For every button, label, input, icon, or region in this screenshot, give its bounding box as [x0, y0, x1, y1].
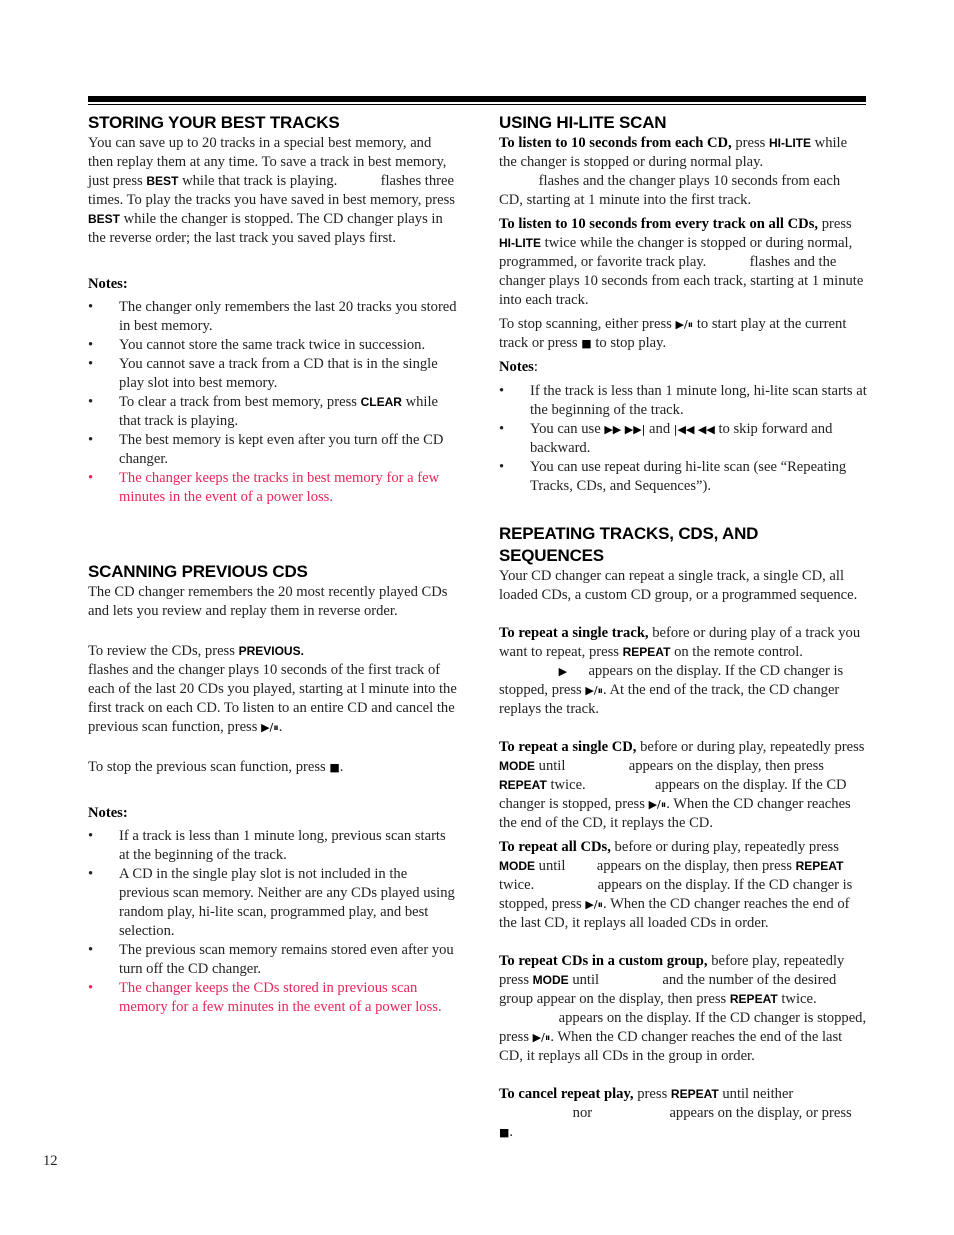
- repeat-cancel: To cancel repeat play, press REPEAT until neither nor appears on the display, or press ■.: [499, 1086, 852, 1140]
- hilite-every-track: To listen to 10 seconds from every track on all CDs, press HI-LITE twice while the changer is stopped or during normal, programmed, or favorite track play. flashes and the changer plays 10 seconds from each track, starting at 1 minute into each track.: [499, 216, 864, 308]
- previous-cds-section: [88, 561, 458, 1017]
- list-item: • The best memory is kept even after you turn off the CD changer.: [88, 431, 458, 469]
- play-icon: ▶: [558, 665, 568, 678]
- hilite-each-cd: To listen to 10 seconds from each CD, press HI-LITE while the changer is stopped or during normal play. flashes and the changer plays 10 seconds from each CD, starting at 1 minute into the first track.: [499, 135, 848, 208]
- repeat-heading: REPEATING TRACKS, CDS, AND SEQUENCES: [499, 524, 759, 565]
- best-tracks-body: You can save up to 20 tracks in a special best memory, and then replay them at any time. To save a track in best memory, just press BEST while that track is playing. flashes three times. To play the tracks you have saved in best memory, press BEST while the changer is stopped. The CD changer plays in the reverse order; the last track you saved plays first.: [88, 135, 455, 246]
- previous-cds-heading: SCANNING PREVIOUS CDS: [88, 562, 308, 581]
- list-item: • You cannot store the same track twice in succession.: [88, 336, 458, 355]
- repeat-track: To repeat a single track, before or during play of a track you want to repeat, press REPEAT on the remote control. ▶ appears on the display. If the CD changer is stopped, press ▶/⏸. At the end of the track, the CD changer replays the track.: [499, 625, 861, 717]
- play-pause-icon: ▶/⏸: [648, 798, 667, 811]
- hilite-section: [499, 112, 867, 496]
- hilite-key: HI-LITE: [499, 236, 541, 250]
- repeat-all: To repeat all CDs, before or during play, repeatedly press MODE until appears on the display, then press REPEAT twice. appears on the display. If the CD changer is stopped, press ▶/⏸. When the CD changer reaches the end of the last CD, it replays all loaded CDs in order.: [499, 839, 853, 931]
- list-item: • A CD in the single play slot is not included in the previous scan memory. Neither are any CDs played using random play, hi-lite scan, programmed play, and best selection.: [88, 865, 458, 941]
- play-pause-icon: ▶/⏸: [675, 318, 694, 331]
- previous-key: PREVIOUS.: [238, 644, 304, 658]
- stop-icon: ■: [329, 761, 340, 774]
- play-pause-icon: ▶/⏸: [585, 684, 604, 697]
- list-item-highlight: • The changer keeps the CDs stored in previous scan memory for a few minutes in the event of a power loss.: [88, 979, 458, 1017]
- stop-icon: ■: [499, 1126, 510, 1139]
- list-item: • The previous scan memory remains stored even after you turn off the CD changer.: [88, 941, 458, 979]
- left-column: [88, 112, 458, 1017]
- hilite-stop: To stop scanning, either press ▶/⏸ to start play at the current track or press ■ to stop play.: [499, 316, 847, 351]
- repeat-group: To repeat CDs in a custom group, before play, repeatedly press MODE until and the number of the desired group appear on the display, then press REPEAT twice. appears on the display. If the CD changer is stopped, press ▶/⏸. When the CD changer reaches the end of the last CD, it replays all CDs in the group in order.: [499, 953, 867, 1064]
- clear-key: CLEAR: [360, 395, 402, 409]
- list-item: • The changer only remembers the last 20 tracks you stored in best memory.: [88, 298, 458, 336]
- top-rule-thick: [88, 96, 866, 102]
- forward-skip-icon: ▶▶ ▶▶|: [604, 423, 646, 436]
- list-item: • If the track is less than 1 minute long, hi-lite scan starts at the beginning of the track.: [499, 382, 867, 420]
- previous-notes-list: [88, 827, 458, 1017]
- best-key: BEST: [146, 174, 179, 188]
- list-item-highlight: • The changer keeps the tracks in best memory for a few minutes in the event of a power loss.: [88, 469, 458, 507]
- play-pause-icon: ▶/⏸: [261, 721, 279, 734]
- repeat-section: [499, 523, 867, 1142]
- best-key: BEST: [88, 212, 121, 226]
- repeat-key: REPEAT: [622, 645, 671, 659]
- list-item: • You can use ▶▶ ▶▶| and |◀◀ ◀◀ to skip forward and backward.: [499, 420, 867, 458]
- hilite-heading: USING HI-LITE SCAN: [499, 113, 667, 132]
- repeat-key: REPEAT: [729, 992, 778, 1006]
- mode-key: MODE: [499, 759, 535, 773]
- list-item: • You can use repeat during hi-lite scan (see “Repeating Tracks, CDs, and Sequences”).: [499, 458, 867, 496]
- play-pause-icon: ▶/⏸: [585, 898, 604, 911]
- list-item: • To clear a track from best memory, press CLEAR while that track is playing.: [88, 393, 458, 431]
- list-item: • If a track is less than 1 minute long, previous scan starts at the beginning of the track.: [88, 827, 458, 865]
- list-item: • You cannot save a track from a CD that is in the single play slot into best memory.: [88, 355, 458, 393]
- right-column: [499, 112, 867, 1142]
- previous-cds-review: To review the CDs, press PREVIOUS. flashes and the changer plays 10 seconds of the first track of each of the last 20 CDs you played, starting at l minute into the first track on each CD. To listen to an entire CD and cancel the previous scan function, press ▶/⏸.: [88, 643, 457, 735]
- best-tracks-heading: STORING YOUR BEST TRACKS: [88, 113, 340, 132]
- page-number: 12: [43, 1153, 58, 1169]
- hilite-key: HI-LITE: [769, 136, 811, 150]
- repeat-key: REPEAT: [499, 778, 547, 792]
- hilite-notes-label: Notes:: [499, 359, 538, 375]
- repeat-key: REPEAT: [795, 859, 844, 873]
- previous-notes-label: Notes:: [88, 805, 128, 821]
- play-pause-icon: ▶/⏸: [532, 1031, 551, 1044]
- backward-skip-icon: |◀◀ ◀◀: [673, 423, 715, 436]
- previous-cds-intro: The CD changer remembers the 20 most recently played CDs and lets you review and replay them in reverse order.: [88, 584, 448, 619]
- top-rule-thin: [88, 104, 866, 105]
- previous-cds-stop: To stop the previous scan function, press ■.: [88, 759, 344, 775]
- repeat-cd: To repeat a single CD, before or during play, repeatedly press MODE until appears on the display, then press REPEAT twice. appears on the display. If the CD changer is stopped, press ▶/⏸. When the CD changer reaches the end of the CD, it replays the CD.: [499, 739, 865, 831]
- mode-key: MODE: [499, 859, 535, 873]
- best-notes-list: [88, 298, 458, 507]
- repeat-key: REPEAT: [670, 1087, 719, 1101]
- best-notes-label: Notes:: [88, 276, 128, 292]
- mode-key: MODE: [532, 973, 569, 987]
- stop-icon: ■: [581, 337, 592, 350]
- best-tracks-section: [88, 112, 458, 507]
- repeat-intro: Your CD changer can repeat a single track, a single CD, all loaded CDs, a custom CD group, or a programmed sequence.: [499, 568, 858, 603]
- hilite-notes-list: [499, 382, 867, 496]
